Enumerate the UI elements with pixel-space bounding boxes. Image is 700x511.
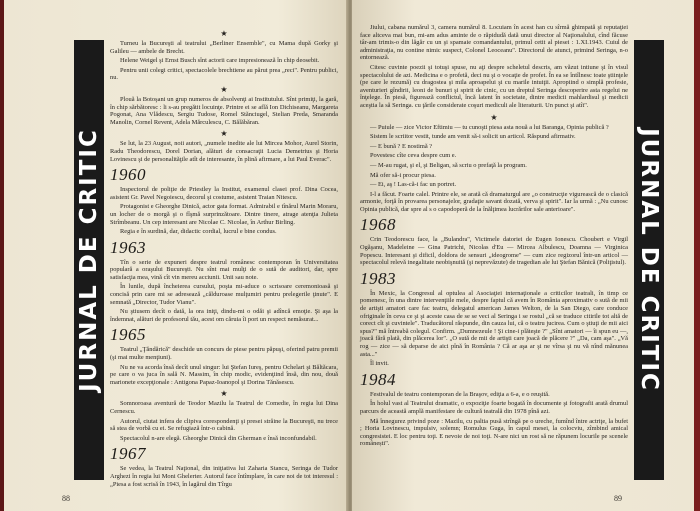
year-heading: 1984 [360, 369, 396, 389]
journal-paragraph: Se lut, la 23 August, noii autori, „numele inedite ale lui Mircea Mohor, Aurel Storin, Radu Theodorescu, Dorel Dorian, alături de consacraţii Lucia Demetrius şi Horia Lovinescu şi de personalităţile atît de interesante, în plină afirmare, a lui Paul Everac". [110, 140, 338, 163]
year-heading: 1967 [110, 444, 146, 464]
journal-paragraph: Helene Weigel şi Ernst Busch sînt actorii care impresionează în chip deosebit. [120, 57, 320, 65]
journal-paragraph: Mă ofer să-i procur piesa. [370, 171, 436, 179]
section-divider-star: ★ [220, 129, 228, 139]
left-title-band [74, 40, 104, 480]
right-band-title: JURNAL DE CRITIC [636, 128, 662, 392]
left-band-title: JURNAL DE CRITIC [76, 128, 102, 392]
journal-paragraph: I-l a făcut. Foarte calel. Printre ele, se arată că dramaturgul are „o construcţie vigurească de o clasică armonie, forţă în provarea personajelor, gradaţie savant dozată, verva şi spirit". Iar la urmă : „Nu cunosc Opinia publică, dar spre al s o capodoperă de la înălţimea lucrărilor sale anterioare". [360, 190, 628, 213]
year-heading: 1965 [110, 325, 146, 345]
journal-paragraph: Somnoroasa aventură de Teodor Mazilu la Teatrul de Comedie, în regia lui Dina Cernescu. [110, 400, 338, 415]
cover-edge-left [0, 0, 4, 511]
journal-paragraph: În Mexic, la Congresul al optulea al Asociaţiei internaţionale a criticilor teatrali, în timp ce pomenesc, în una dintre intervenţiile mele, despre faptul că avem în România aproximativ o sută de mii de artişti amatori care fac teatru, delegatul american James Welton, de la San Diego, care conduce ofriginale în ceva ce şi şi aceste casa de se se veci al Seringa i se rostul „că se traduce citirile tot altă de corect cît şi cuvintele". Traducătorul răspunde, din cauza lui, că o teatru jucirea. Cum o ştiuţi de mii aici spus?" mă întreabă colegul. Confirm. „Dumnezeule ! Şi cine-i plăteşte ?" „Sînt amatori — îi spun eu —, joacă fără plată, din plăcerea lor". „O sută de mii de artişti care joacă de plăcere ?" „Da, cam aşa". „Vă rog — zice — să deparse de aici pînă în România ? Că ar aşa ar şi ne vîrsa şi nu vă nînd mănunea asta..." [360, 289, 628, 358]
dialogue-line: — Ei, aş ! Las-că-i fac un portret. [370, 181, 457, 189]
right-page-number: 89 [614, 494, 622, 503]
left-page-number: 88 [62, 494, 70, 503]
left-page [0, 0, 348, 511]
journal-paragraph: Protagonist e Gheorghe Dinică, actor gata format. Admirabil e tînărul Marin Moraru, un locher de o morgă şi o fîşmă surprinzătoare. Dintre tinere, atrage atenţia Julieta Strîmbeanu. Un cep interesant are Nicolae C. Nicolae, în Arthur Birling. [110, 203, 338, 226]
year-heading: 1983 [360, 268, 396, 288]
year-heading: 1963 [110, 237, 146, 257]
journal-paragraph: Autorul, ciutat infera de clipiva corespondenţi şi presei străine la Bucureşti, nu trece să stea de vorbă cu ei. Se refugiază într-o cabină. [110, 417, 338, 433]
journal-paragraph: Citesc cuvinte poezii şi totuşi spuse, nu aţi despre scheletul descris, am văzut intiune şi în visul spectacolului de azi. Medicina e o profetă, deci nu şi o vocaţie de profet. În ea se întîlnesc toate ştiinţele (pe care le rezumă) cu dragostea şi mila aproapelui şi cu marile intuiţii. Apropiind o simplă profesie, aventurieri gîndirii, leoni de bunuri şi spirit de cinic, cu un dreptul Seringa descoperire asta regelui ne înţelege. În piesă, figurează conflictul, încă latent în societate, dintre medicii mahlardisul şi medicii aceştia la să Seringa. cu ţările considerate coşuri mediculi ale literaturii. Un punct şi atît". [360, 63, 628, 109]
journal-paragraph: Mă înnegurez privind poze : Mazilu, cu paltia pusă strîngă pe o ureche, fumînd între actriţe, la bufet ; Horia Lovinescu, impulsiv, solemn; Romulus Guga, în capul mesei, la colocviu, zîmbind amical congresistei. E loc pentru toţi. E nevoie de noi toţi. N-are nici un rost să ne răpunem locurile pe scenele românești". [360, 417, 628, 448]
year-heading: 1960 [110, 165, 146, 185]
journal-paragraph: Se vedea, la Teatrul Naţional, din iniţiativa lui Zaharia Stancu, Seringa de Tudor Arghezi în regia lui Moni Ghelerter. Autorul face întîmplare, în care noi de tot interesul : „Piesa a fost scrisă în 1943, în lagărul din Tîrgu [110, 465, 338, 488]
journal-paragraph: Crin Teodorescu face, la „Bulandra", Victimele datoriei de Eugen Ionescu. Choubert e Virgil Ogăşanu, Madeleine — Gina Patrichi, Nicolas d'Eu — Mircea Albulescu, Doamna — Virginica Popescu. Interesant şi dificil, doldora de sensuri „ideogrome" — cum zice regizorul într-un articol — spectacolul relevă inegalitate neobişnuită (şi neprevăzute) de tragedian ale lui Ştefan Bănică (Poliţistul). [360, 236, 628, 267]
section-divider-star: ★ [220, 84, 228, 94]
journal-paragraph: Tîn o serie de expuneri despre teatrul românesc contemporan în Universitatea populară a oraşului Bucureşti. Nu sînt mai mulţi de o sută de auditori, dar, spre satisfacţia mea, vină cît vin mereu acciunii. Unii sau note. [110, 258, 338, 281]
journal-paragraph: Jiului, cabana numărul 3, camera numărul 8. Locuiam în acest han cu sîrmă ghimpată şi reputaţiei face altceva mai bun, mi-am adus aminte de o răpidudă dată unui director al Naţionalului, cînd făcuse târ-am trimis-o din lăgăr cu un şi spamaie comandantului, primul cetit al piesei : 1.XI.1943. Cuiul de administraţia, nu contine nimic suspect, Colonel Leoceanu". Directorul de atunci, primind Seringa, n-o entornează. [360, 24, 628, 62]
year-heading: 1968 [360, 215, 396, 235]
right-text-column [360, 24, 628, 450]
journal-paragraph: Festivalul de teatru contemporan de la Braşov, ediţia a 6-a, e o reuşită. [370, 390, 550, 398]
dialogue-line: — E bună ? E nostimă ? [370, 142, 433, 150]
journal-paragraph: În holul vast al Teatrului dramatic, o expoziţie foarte bogată în documente şi fotografii arată drumul parcurs de această amplă manifestare de cultură teatrală din 1978 pînă azi. [360, 400, 628, 415]
journal-paragraph: Spectacolul n-are elegă. Gheorghe Dinică din Gherman e însă inconfundabil. [120, 434, 317, 442]
dialogue-line: — M-au rugat, şi el, şi Beligan, să scriu o prefaţă la program. [370, 161, 527, 169]
journal-paragraph: Nu ştiusem decît o dată, la ora iniţi, dindu-mi o odăi şi adîncă emoţie. Şi aşa la îndemnat, alături de profesorul tău, acest om căruia îi port un respect nemăsurat... [110, 308, 338, 323]
journal-paragraph: Sistem le scriitor vestit, tunde am venit să-i solicit un articol. Răspund afirmativ. [370, 133, 576, 141]
section-divider-star: ★ [220, 389, 228, 399]
dialogue-line: — Puiule — zice Victor Eftimiu — tu cunoşti piesa asta nouă a lui Baranga, Opinia publică ? [370, 123, 609, 131]
journal-paragraph: Teatrul „Ţăndărică" deschide un concurs de piese pentru păpuşi, oferind patru premii (şi mai multe menţiuni). [110, 346, 338, 362]
cover-edge-right [694, 0, 700, 511]
journal-paragraph: Regia e în surdină, dar, didactic cordial, lucrul e bine condus. [120, 228, 277, 236]
journal-paragraph: Turneu la Bucureşti al teatrului „Berliner Ensemble", cu Mama după Gorky şi Galileu — ambele de Brecht. [110, 40, 338, 55]
right-title-band [634, 40, 664, 480]
journal-paragraph: Nu ne va acorda însă decît unul singur: lui Ştefan Iureş, pentru Ochelari şi Băltăcara, pe care o va juca în sală N. Massim, în chip modic, evidenţiind însă, din nou, două marionete excepţionale : Antigona Papaz-Ioanopol şi Dorina Tănăsescu. [110, 363, 338, 386]
left-text-column [110, 26, 338, 490]
section-divider-star: ★ [490, 112, 498, 122]
section-divider-star: ★ [220, 29, 228, 38]
journal-paragraph: Pentru unii colegi critici, spectacolele brechtiene au părut prea „reci". Pentru publici, nu. [110, 66, 338, 82]
journal-paragraph: Povestesc cîte ceva despre cum e. [370, 152, 457, 160]
journal-paragraph: În lunile, după încheierea cursului, poşta mi-aduce o scrisoare ceremonioasă şi concisă prin care mi se adresează „călduroase mulţumiri pentru prelegerile ţinute". E semnată „Director, Tudor Vianu". [110, 283, 338, 306]
journal-paragraph: Plouă la Botoşani un grup numeros de absolvenţi ai Institutului. Sînt primiţi, la gară, în chip sărbătoresc : li s-au pregătit locuinţe. Printre ei se află Ion Dichiseanu, Margareta Pogonat, Ana Vlădescu, Sergiu Tudose, Romel Stănciugel, Stelian Preda, Smaranda Manolin, Cornel Revent, Adela Mărculescu, C. Bălăbăran. [110, 95, 338, 126]
journal-paragraph: Îl invit. [370, 360, 389, 368]
right-page [352, 0, 700, 511]
journal-paragraph: Inspectorul de poliţie de Priestley la Institut, examenul clasei prof. Dina Cocea, asistent Gr. Pavel Negoiescu, decorul şi costume, asistent Traian Nitescu. [110, 186, 338, 201]
